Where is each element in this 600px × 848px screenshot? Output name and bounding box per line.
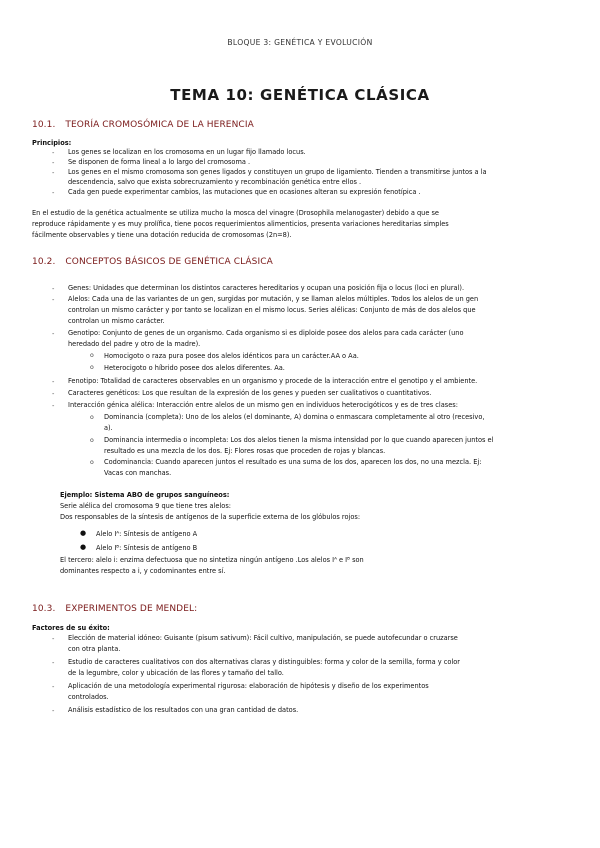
dash-bullet: - xyxy=(52,390,55,398)
list-item: Los genes se localizan en los cromosoma en un lugar fijo llamado locus. xyxy=(68,148,306,156)
dash-bullet: - xyxy=(52,683,55,691)
sub-list-item: Dominancia intermedia o incompleta: Los dos alelos tienen la misma intensidad por lo que cuando aparecen juntos el xyxy=(104,436,494,444)
example-bullet-item: Alelo Iᴬ: Síntesis de antígeno A xyxy=(96,530,198,538)
dash-bullet: - xyxy=(52,169,55,177)
round-bullet: ● xyxy=(80,529,87,537)
list-item-continuation: descendencia, salvo que exista sobrecruzamiento y recombinación genética entre ellos . xyxy=(68,178,362,186)
list-item: Genes: Unidades que determinan los distintos caracteres hereditarios y ocupan una posición fija o locus (loci en plural). xyxy=(68,284,465,292)
dash-bullet: - xyxy=(52,296,55,304)
dash-bullet: - xyxy=(52,159,55,167)
list-item: Interacción génica alélica: Interacción entre alelos de un mismo gen en individuos heterocigóticos y es de tres clases: xyxy=(68,401,458,409)
round-bullet: ● xyxy=(80,543,87,551)
section-heading-10-2 xyxy=(32,257,273,267)
example-bullet-item: Alelo Iᴮ: Síntesis de antígeno B xyxy=(96,544,198,552)
example-line: Dos responsables de la síntesis de antígenos de la superficie externa de los glóbulos rojos: xyxy=(60,513,361,521)
list-item-continuation: controlan un mismo carácter. xyxy=(68,317,165,325)
sub-list-item-continuation: Vacas con manchas. xyxy=(104,469,172,477)
dash-bullet: - xyxy=(52,635,55,643)
example-line: El tercero: alelo i: enzima defectuosa que no sintetiza ningún antígeno .Los alelos Iᴬ e Iᴮ son xyxy=(60,556,364,564)
paragraph-line: En el estudio de la genética actualmente se utiliza mucho la mosca del vinagre (Drosophila melanogaster) debido a que se xyxy=(32,209,439,217)
circle-bullet: o xyxy=(90,459,94,466)
list-item-continuation: controlan un mismo carácter y por tanto se localizan en el mismo locus. Series alélicas: Conjunto de más de dos alelos que xyxy=(68,306,476,314)
dash-bullet: - xyxy=(52,189,55,197)
dash-bullet: - xyxy=(52,707,55,715)
paragraph-line: reproduce rápidamente y es muy prolífica, tiene pocos requerimientos alimenticios, presenta variaciones hereditarias simples xyxy=(32,220,449,228)
paragraph-line: fácilmente observables y tiene una dotación reducida de cromosomas (2n=8). xyxy=(32,231,292,239)
dash-bullet: - xyxy=(52,149,55,157)
list-item: Estudio de caracteres cualitativos con dos alternativas claras y distinguibles: forma y color de la semilla, forma y color xyxy=(68,658,461,666)
circle-bullet: o xyxy=(90,437,94,444)
list-item: Genotipo: Conjunto de genes de un organismo. Cada organismo si es diploide posee dos alelos para cada carácter (uno xyxy=(68,329,464,337)
example-line: dominantes respecto a i, y codominantes entre sí. xyxy=(60,567,226,575)
dash-bullet: - xyxy=(52,285,55,293)
example-heading: Ejemplo: Sistema ABO de grupos sanguíneos: xyxy=(60,491,230,499)
sub-list-item: Heterocigoto o híbrido posee dos alelos diferentes. Aa. xyxy=(104,364,285,372)
list-item: Se disponen de forma lineal a lo largo del cromosoma . xyxy=(68,158,251,166)
sub-list-item-continuation: resultado es una mezcla de los dos. Ej: Flores rosas que proceden de rojas y blancas. xyxy=(104,447,386,455)
section-number: 10.2. xyxy=(32,257,56,267)
list-item-continuation: controlados. xyxy=(68,693,109,701)
list-item: Aplicación de una metodología experimental rigurosa: elaboración de hipótesis y diseño de los experimentos xyxy=(68,682,429,690)
page-title: TEMA 10: GENÉTICA CLÁSICA xyxy=(170,86,430,104)
sub-list-item: Codominancia: Cuando aparecen juntos el resultado es una suma de los dos, aparecen los dos, no una mezcla. Ej: xyxy=(104,458,482,466)
list-item: Análisis estadístico de los resultados con una gran cantidad de datos. xyxy=(68,706,299,714)
circle-bullet: o xyxy=(90,352,94,359)
section-heading-10-1 xyxy=(32,120,254,130)
dash-bullet: - xyxy=(52,402,55,410)
list-item: Elección de material idóneo: Guisante (pisum sativum): Fácil cultivo, manipulación, se puede autofecundar o cruzarse xyxy=(68,634,458,642)
list-item: Fenotipo: Totalidad de caracteres observables en un organismo y procede de la interacción entre el genotipo y el ambiente. xyxy=(68,377,478,385)
list-item-continuation: de la legumbre, color y ubicación de las flores y tamaño del tallo. xyxy=(68,669,284,677)
list-item: Caracteres genéticos: Los que resultan de la expresión de los genes y pueden ser cualitativos o cuantitativos. xyxy=(68,389,432,397)
running-header: BLOQUE 3: GENÉTICA Y EVOLUCIÓN xyxy=(227,38,373,47)
dash-bullet: - xyxy=(52,378,55,386)
dash-bullet: - xyxy=(52,330,55,338)
sub-list-item-continuation: a). xyxy=(104,424,113,432)
dash-bullet: - xyxy=(52,659,55,667)
list-item-continuation: heredado del padre y otro de la madre). xyxy=(68,340,201,348)
sub-list-item: Homocigoto o raza pura posee dos alelos idénticos para un carácter.AA o Aa. xyxy=(104,352,359,360)
list-item: Cada gen puede experimentar cambios, las mutaciones que en ocasiones alteran su expresión fenotípica . xyxy=(68,188,421,196)
section-number: 10.1. xyxy=(32,120,56,130)
circle-bullet: o xyxy=(90,414,94,421)
list-item: Los genes en el mismo cromosoma son genes ligados y constituyen un grupo de ligamiento. Tienden a transmitirse juntos a la xyxy=(68,168,487,176)
circle-bullet: o xyxy=(90,364,94,371)
section-heading-10-3 xyxy=(32,604,197,614)
list-item: Alelos: Cada una de las variantes de un gen, surgidas por mutación, y se llaman alelos múltiples. Todos los alelos de un gen xyxy=(68,295,479,303)
sub-list-item: Dominancia (completa): Uno de los alelos (el dominante, A) domina o enmascara completamente al otro (recesivo, xyxy=(104,413,485,421)
list-item-continuation: con otra planta. xyxy=(68,645,121,653)
section-title: CONCEPTOS BÁSICOS DE GENÉTICA CLÁSICA xyxy=(65,257,273,267)
section-number: 10.3. xyxy=(32,604,56,614)
section-title: EXPERIMENTOS DE MENDEL: xyxy=(65,604,198,614)
example-line: Serie alélica del cromosoma 9 que tiene tres alelos: xyxy=(60,502,231,510)
factores-label: Factores de su éxito: xyxy=(32,624,110,632)
principios-label: Principios: xyxy=(32,139,72,147)
section-title: TEORÍA CROMOSÓMICA DE LA HERENCIA xyxy=(65,120,254,130)
